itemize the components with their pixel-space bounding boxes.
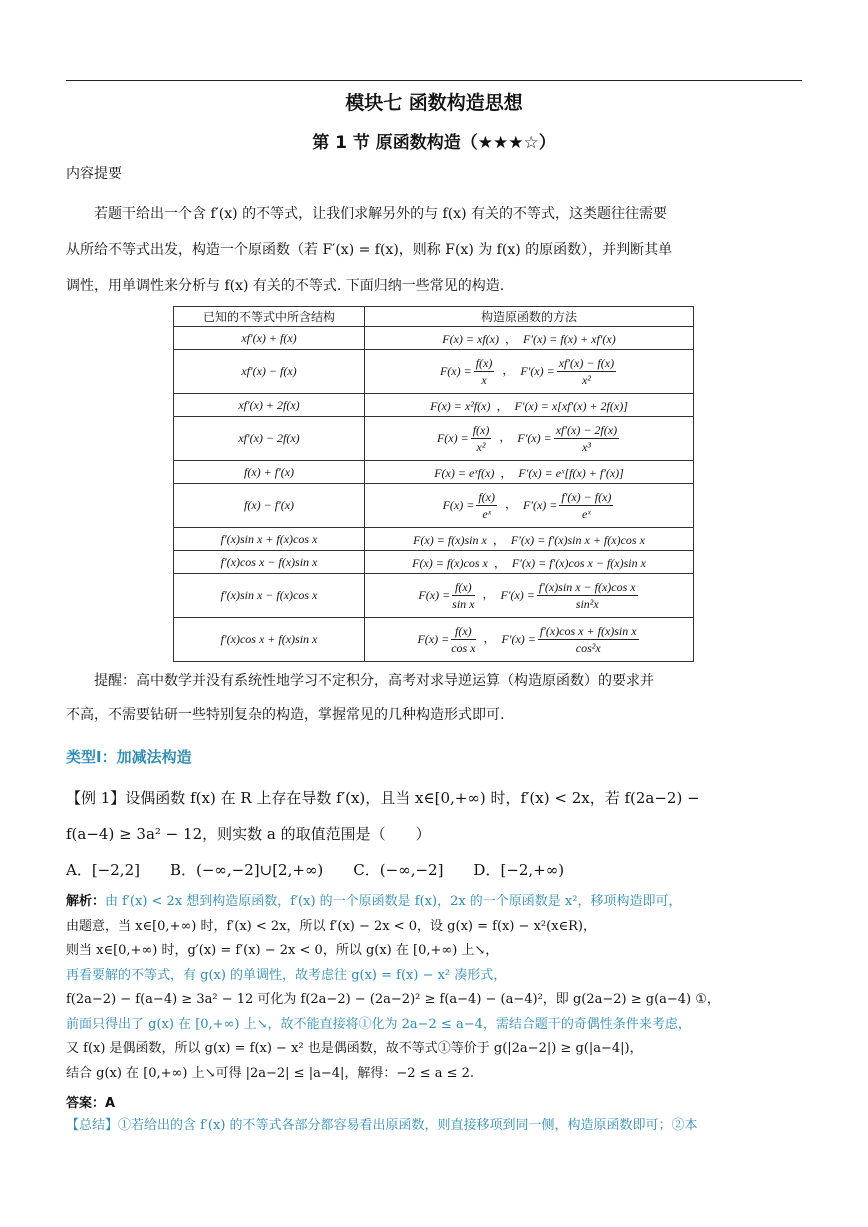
numerator: f′(x) − f(x) bbox=[561, 490, 612, 504]
table-row bbox=[174, 618, 694, 662]
method-a: F(x) = f(x)cos x bbox=[412, 555, 488, 570]
fraction bbox=[554, 422, 619, 455]
method-a: F(x) = x²f(x) bbox=[430, 398, 491, 413]
fraction bbox=[474, 355, 495, 388]
method-cell: F(x) = eˣf(x) ， F′(x) = eˣ[f(x) + f′(x)] bbox=[365, 461, 694, 484]
solution bbox=[66, 890, 802, 1086]
method-cell: F(x) = $\frac{f(x)}{\text{sin x}}$ ， F′(x) = $\frac{\text{f′(x)sin x − f(x)cos x}}{\text{sin²x}}$ bbox=[365, 574, 694, 618]
solution-line-4: 再看要解的不等式，有 g(x) 的单调性，故考虑往 g(x) = f(x) − x² 凑形式， bbox=[66, 967, 507, 983]
intro-line-1: 若题干给出一个含 f′(x) 的不等式，让我们求解另外的与 f(x) 有关的不等式，这类题往往需要 bbox=[94, 206, 667, 222]
structure-cell: f(x) − f′(x) bbox=[174, 484, 365, 528]
method-cell: F(x) = f(x)cos x ， F′(x) = f′(x)cos x − f(x)sin x bbox=[365, 551, 694, 574]
table-row bbox=[174, 528, 694, 551]
table-row bbox=[174, 327, 694, 350]
fraction bbox=[537, 579, 638, 612]
method-a-lhs: F(x) = bbox=[442, 498, 475, 512]
solution-line-3: 则当 x∈[0,+∞) 时，g′(x) = f′(x) − 2x < 0，所以 g(x) 在 [0,+∞) 上↘， bbox=[66, 943, 499, 958]
method-b-lhs: F′(x) = bbox=[500, 588, 535, 602]
numerator: xf′(x) − 2f(x) bbox=[555, 423, 618, 437]
table-row bbox=[174, 394, 694, 417]
structure-cell: f′(x)cos x + f(x)sin x bbox=[174, 618, 365, 662]
example-line-2: f(a−4) ≥ 3a² − 12，则实数 a 的取值范围是（ ） bbox=[66, 825, 431, 843]
table-header-structure: 已知的不等式中所含结构 bbox=[174, 307, 365, 327]
structure-cell: f′(x)sin x + f(x)cos x bbox=[174, 528, 365, 551]
method-b-lhs: F′(x) = bbox=[501, 632, 536, 646]
numerator: f(x) bbox=[478, 490, 495, 504]
method-b-lhs: F′(x) = bbox=[520, 364, 555, 378]
fraction bbox=[559, 489, 613, 522]
table-header-method: 构造原函数的方法 bbox=[365, 307, 694, 327]
numerator: f(x) bbox=[452, 579, 474, 596]
method-cell: F(x) = $\frac{f(x)}{\text{eˣ}}$ ， F′(x) = $\frac{f'(x) - f(x)}{\text{eˣ}}$ bbox=[365, 484, 694, 528]
option-c: C．(−∞,−2] bbox=[353, 861, 444, 879]
module-title: 模块七 函数构造思想 bbox=[345, 92, 523, 114]
fraction bbox=[471, 422, 492, 455]
method-b: F′(x) = f′(x)sin x + f(x)cos x bbox=[510, 532, 645, 547]
structure-cell: f(x) + f′(x) bbox=[174, 461, 365, 484]
table-row bbox=[174, 417, 694, 461]
summary bbox=[66, 1114, 802, 1133]
method-a-lhs: F(x) = bbox=[436, 431, 469, 445]
structure-cell: xf′(x) − f(x) bbox=[174, 350, 365, 394]
reminder-line-2: 不高，不需要钻研一些特别复杂的构造，掌握常见的几种构造形式即可. bbox=[66, 707, 505, 723]
fraction bbox=[557, 355, 616, 388]
intro-line-2: 从所给不等式出发，构造一个原函数（若 F′(x) = f(x)，则称 F(x) 为 f(x) 的原函数），并判断其单 bbox=[66, 242, 673, 258]
method-cell: F(x) = x²f(x) ， F′(x) = x[xf′(x) + 2f(x)] bbox=[365, 394, 694, 417]
method-b: F′(x) = f′(x)cos x − f(x)sin x bbox=[511, 555, 646, 570]
option-d: D．[−2,+∞) bbox=[473, 861, 565, 879]
denominator: x³ bbox=[581, 440, 591, 454]
solution-hint: 由 f′(x) < 2x 想到构造原函数，f′(x) 的一个原函数是 f(x)，2x 的一个原函数是 x²，移项构造即可， bbox=[105, 894, 682, 909]
method-b-lhs: F′(x) = bbox=[517, 431, 552, 445]
denominator: x² bbox=[581, 373, 591, 387]
numerator: f(x) bbox=[451, 623, 475, 640]
table-row bbox=[174, 350, 694, 394]
method-a-lhs: F(x) = bbox=[417, 632, 450, 646]
method-a: F(x) = xf(x) bbox=[442, 331, 499, 346]
method-a-lhs: F(x) = bbox=[418, 588, 451, 602]
solution-line-1 bbox=[66, 890, 802, 915]
solution-line-5: f(2a−2) − f(a−4) ≥ 3a² − 12 可化为 f(2a−2) − (2a−2)² ≥ f(a−4) − (a−4)²，即 g(2a−2) ≥ g(a−4) ①， bbox=[66, 992, 720, 1007]
method-b: F′(x) = f(x) + xf′(x) bbox=[523, 331, 616, 346]
denominator: x bbox=[481, 373, 487, 387]
reminder-line-1: 提醒：高中数学并没有系统性地学习不定积分，高考对求导逆运算（构造原函数）的要求并 bbox=[94, 673, 654, 689]
option-b: B．(−∞,−2]∪[2,+∞) bbox=[169, 861, 324, 879]
denominator: eˣ bbox=[482, 507, 492, 521]
table-row bbox=[174, 461, 694, 484]
method-cell: F(x) = $\frac{f(x)}{\text{cos x}}$ ， F′(x) = $\frac{\text{f′(x)cos x + f(x)sin x}}{\text{cos²x}}$ bbox=[365, 618, 694, 662]
numerator: f(x) bbox=[475, 356, 493, 370]
method-cell: F(x) = f(x)sin x ， F′(x) = f′(x)sin x + f(x)cos x bbox=[365, 528, 694, 551]
summary-label: 【总结】 bbox=[66, 1118, 119, 1133]
section-title: 第 1 节 原函数构造（★★★☆） bbox=[312, 133, 556, 153]
fraction bbox=[452, 579, 474, 612]
solution-line-6: 前面只得出了 g(x) 在 [0,+∞) 上↘，故不能直接将①化为 2a−2 ≤ a−4，需结合题干的奇偶性条件来考虑， bbox=[66, 1016, 691, 1032]
method-cell: F(x) = $\frac{f(x)}{\text{x²}}$ ， F′(x) = $\frac{xf'(x) - 2f(x)}{\text{x³}}$ bbox=[365, 417, 694, 461]
example-1 bbox=[66, 780, 802, 888]
solution-label: 解析： bbox=[66, 894, 106, 909]
numerator: xf′(x) − f(x) bbox=[558, 356, 615, 370]
method-b: F′(x) = x[xf′(x) + 2f(x)] bbox=[514, 398, 628, 413]
fraction bbox=[451, 623, 475, 656]
table-row bbox=[174, 574, 694, 618]
table-row bbox=[174, 484, 694, 528]
example-line-1: 【例 1】设偶函数 f(x) 在 R 上存在导数 f′(x)，且当 x∈[0,+∞) 时，f′(x) < 2x，若 f(2a−2) − bbox=[66, 789, 700, 807]
numerator: f′(x)cos x + f(x)sin x bbox=[539, 624, 637, 638]
method-a-lhs: F(x) = bbox=[439, 364, 472, 378]
intro-paragraph bbox=[66, 196, 802, 304]
example-options bbox=[66, 852, 802, 888]
reminder bbox=[66, 664, 802, 732]
method-b-lhs: F′(x) = bbox=[523, 498, 558, 512]
table-row bbox=[174, 551, 694, 574]
denominator: eˣ bbox=[582, 507, 591, 521]
solution-line-8: 结合 g(x) 在 [0,+∞) 上↘可得 |2a−2| ≤ |a−4|，解得：−2 ≤ a ≤ 2. bbox=[66, 1065, 475, 1081]
structure-cell: f′(x)sin x − f(x)cos x bbox=[174, 574, 365, 618]
intro-label: 内容提要 bbox=[66, 166, 122, 182]
fraction bbox=[476, 489, 497, 522]
method-b: F′(x) = eˣ[f(x) + f′(x)] bbox=[518, 465, 624, 480]
denominator: x² bbox=[476, 440, 486, 454]
fraction bbox=[538, 623, 639, 656]
denominator: sin²x bbox=[575, 597, 599, 611]
denominator: cos²x bbox=[575, 641, 601, 655]
denominator: sin x bbox=[452, 597, 475, 611]
method-cell: F(x) = xf(x) ， F′(x) = f(x) + xf′(x) bbox=[365, 327, 694, 350]
option-a: A．[−2,2] bbox=[66, 861, 140, 879]
construction-table bbox=[173, 306, 694, 662]
intro-line-3: 调性，用单调性来分析与 f(x) 有关的不等式. 下面归纳一些常见的构造. bbox=[66, 278, 505, 294]
structure-cell: f′(x)cos x − f(x)sin x bbox=[174, 551, 365, 574]
numerator: f′(x)sin x − f(x)cos x bbox=[538, 580, 636, 594]
solution-line-2: 由题意，当 x∈[0,+∞) 时，f′(x) < 2x，所以 f′(x) − 2x < 0，设 g(x) = f(x) − x²(x∈R)， bbox=[66, 918, 597, 934]
denominator: cos x bbox=[451, 641, 476, 655]
structure-cell: xf′(x) − 2f(x) bbox=[174, 417, 365, 461]
type-title: 类型Ⅰ：加减法构造 bbox=[66, 748, 192, 766]
method-a: F(x) = eˣf(x) bbox=[434, 465, 495, 480]
solution-line-7: 又 f(x) 是偶函数，所以 g(x) = f(x) − x² 也是偶函数，故不等式①等价于 g(|2a−2|) ≥ g(|a−4|)， bbox=[66, 1041, 643, 1056]
structure-cell: xf′(x) + 2f(x) bbox=[174, 394, 365, 417]
structure-cell: xf′(x) + f(x) bbox=[174, 327, 365, 350]
method-cell: F(x) = $\frac{f(x)}{x}$ ， F′(x) = $\frac{xf'(x) - f(x)}{\text{x²}}$ bbox=[365, 350, 694, 394]
method-a: F(x) = f(x)sin x bbox=[413, 532, 487, 547]
header-rule bbox=[66, 80, 802, 81]
summary-text: ①若给出的含 f′(x) 的不等式各部分都容易看出原函数，则直接移项到同一侧，构造原函数即可；②本 bbox=[118, 1118, 698, 1133]
table-header-row bbox=[174, 307, 694, 327]
numerator: f(x) bbox=[472, 423, 490, 437]
answer: 答案：A bbox=[66, 1096, 116, 1111]
